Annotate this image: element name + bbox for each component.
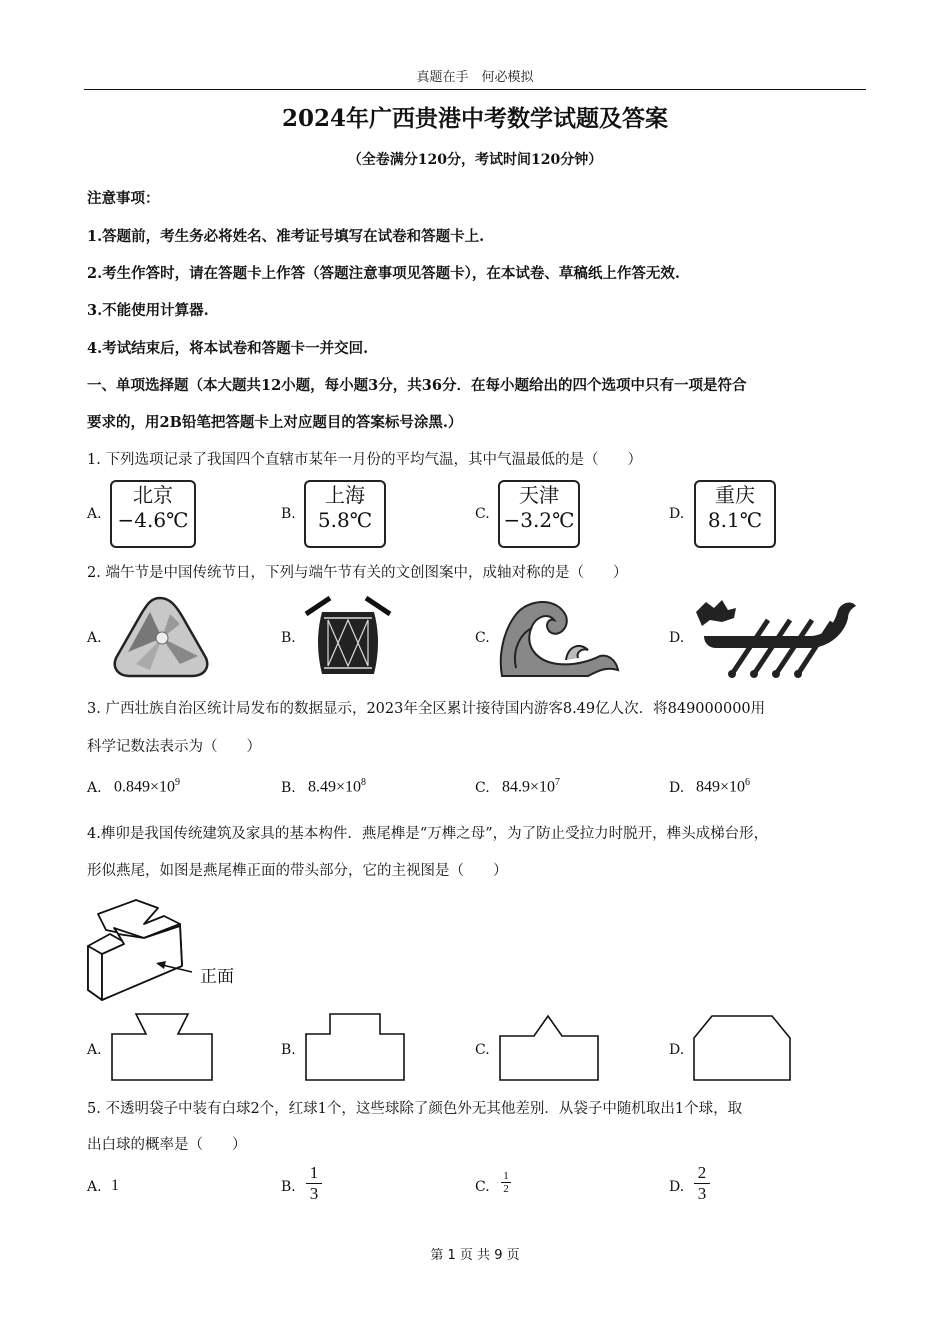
q1-option-b-card <box>304 480 386 548</box>
dovetail-figure <box>84 894 254 1004</box>
q1-option-c-label: C. <box>475 506 490 522</box>
q5-option-c-label: C. <box>475 1179 490 1195</box>
q5-option-b-label: B. <box>281 1179 296 1195</box>
q1-b-city: 上海 <box>325 483 365 507</box>
notice-item-2: 2.考生作答时，请在答题卡上作答（答题注意事项见答题卡），在本试卷、草稿纸上作答无效. <box>87 265 680 282</box>
q5-option-c: $\frac{1}{2}$ <box>501 1170 511 1195</box>
q1-c-temp: −3.2℃ <box>503 508 575 532</box>
notice-item-1: 1.答题前，考生务必将姓名、准考证号填写在试卷和答题卡上. <box>87 228 485 245</box>
q3-option-a-label: A. <box>87 780 102 796</box>
q3-option-d-label: D. <box>669 780 685 796</box>
q4-option-b-label: B. <box>281 1042 296 1058</box>
q1-d-city: 重庆 <box>715 483 755 507</box>
q3-option-d: $849\times 10^6$ <box>696 777 751 796</box>
page-header: 真题在手 何必模拟 <box>416 70 534 85</box>
dragon-boat-icon <box>692 596 862 680</box>
q1-c-city: 天津 <box>519 483 559 507</box>
q4-option-a-shape <box>110 1012 214 1082</box>
q1-option-a-card <box>110 480 196 548</box>
q3-option-a: $0.849\times 10^9$ <box>114 777 181 796</box>
q3-option-b-label: B. <box>281 780 296 796</box>
notice-heading: 注意事项： <box>87 190 160 207</box>
q1-option-b-label: B. <box>281 506 296 522</box>
q1-option-c-card <box>498 480 580 548</box>
q4-option-a-label: A. <box>87 1042 102 1058</box>
paper-title: 2024年广西贵港中考数学试题及答案 <box>281 105 668 132</box>
q1-option-d-label: D. <box>669 506 685 522</box>
front-label: 正面 <box>200 967 234 987</box>
notice-item-4: 4.考试结束后，将本试卷和答题卡一并交回. <box>87 340 369 357</box>
q4-option-d-shape <box>692 1012 796 1082</box>
q3-option-b: $8.49\times 10^8$ <box>308 777 367 796</box>
q5-option-a-label: A. <box>87 1179 102 1195</box>
q1-d-temp: 8.1℃ <box>707 508 763 532</box>
drum-icon <box>302 596 394 680</box>
q5-option-d: $\frac{2}{3}$ <box>694 1163 710 1204</box>
q3-stem-2: 科学记数法表示为（ ） <box>87 739 261 755</box>
q5-option-a: 1 <box>111 1177 119 1194</box>
q1-b-temp: 5.8℃ <box>317 508 373 532</box>
q4-option-c-label: C. <box>475 1042 490 1058</box>
page-footer: 第 1 页 共 9 页 <box>430 1248 520 1263</box>
q1-stem: 1. 下列选项记录了我国四个直辖市某年一月份的平均气温，其中气温最低的是（ ） <box>87 452 642 468</box>
q4-option-c-shape <box>498 1012 602 1082</box>
q1-a-city: 北京 <box>133 483 173 507</box>
q2-option-d-label: D. <box>669 630 685 646</box>
q4-option-b-shape <box>304 1012 408 1082</box>
q3-option-c-label: C. <box>475 780 490 796</box>
wave-icon <box>496 598 622 680</box>
q1-option-a-label: A. <box>87 506 102 522</box>
q2-stem: 2. 端午节是中国传统节日，下列与端午节有关的文创图案中，成轴对称的是（ ） <box>87 565 628 581</box>
section1-instructions: 一、单项选择题（本大题共12小题，每小题3分，共36分．在每小题给出的四个选项中只有一项是符合 <box>87 377 747 394</box>
q1-a-temp: −4.6℃ <box>117 508 189 532</box>
q2-option-b-label: B. <box>281 630 296 646</box>
section1-instructions-2: 要求的，用2B铅笔把答题卡上对应题目的答案标号涂黑.） <box>87 414 463 431</box>
header-divider <box>84 89 866 90</box>
q5-stem-2: 出白球的概率是（ ） <box>87 1137 247 1153</box>
q5-option-d-label: D. <box>669 1179 685 1195</box>
q2-option-c-label: C. <box>475 630 490 646</box>
notice-item-3: 3.不能使用计算器. <box>87 302 209 319</box>
q5-option-b: $\frac{1}{3}$ <box>306 1163 322 1204</box>
q2-option-a-label: A. <box>87 630 102 646</box>
q1-option-d-card <box>694 480 776 548</box>
q4-stem-2: 形似燕尾，如图是燕尾榫正面的带头部分，它的主视图是（ ） <box>87 863 508 879</box>
q3-stem: 3. 广西壮族自治区统计局发布的数据显示，2023年全区累计接待国内游客8.49亿人次．将849000000用 <box>87 701 766 717</box>
paper-subtitle: （全卷满分120分，考试时间120分钟） <box>347 152 603 168</box>
q4-stem: 4.榫卯是我国传统建筑及家具的基本构件．燕尾榫是“万榫之母”，为了防止受拉力时脱开，榫头成梯台形， <box>87 826 769 842</box>
q4-option-d-label: D. <box>669 1042 685 1058</box>
q3-option-c: $84.9\times 10^7$ <box>502 777 561 796</box>
q5-stem: 5. 不透明袋子中装有白球2个，红球1个，这些球除了颜色外无其他差别．从袋子中随机取出1个球，取 <box>87 1101 743 1117</box>
zongzi-icon <box>110 594 212 680</box>
